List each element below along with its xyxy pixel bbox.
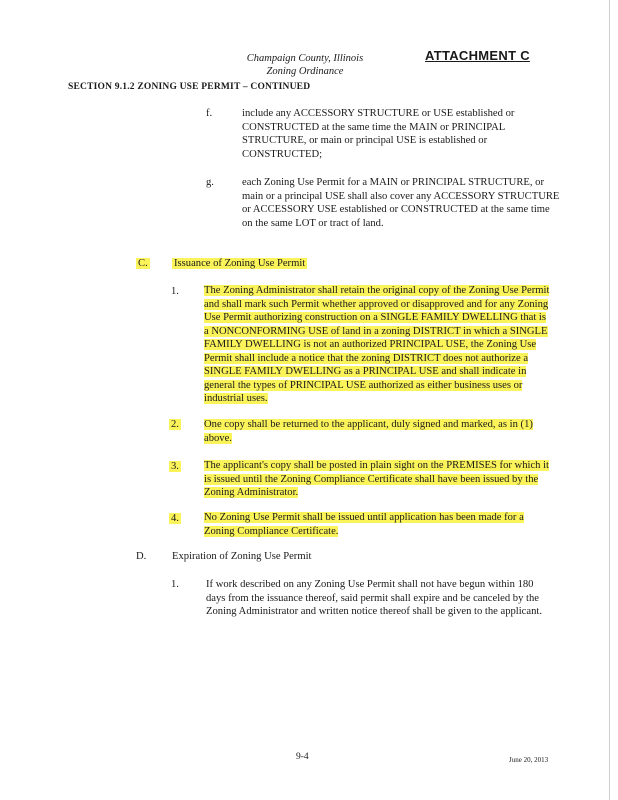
c-item-1-marker: 1.: [171, 286, 179, 297]
section-c-marker-text: C.: [138, 258, 148, 269]
section-d-marker: D.: [136, 551, 147, 562]
c-item-2-marker: [169, 418, 181, 432]
section-heading: SECTION 9.1.2 ZONING USE PERMIT – CONTINUED: [68, 82, 311, 92]
c-item-4-body: No Zoning Use Permit shall be issued until application has been made for a Zoning Compliance Certificate.: [204, 512, 524, 537]
c-item-4-marker: [169, 512, 181, 526]
c-item-3-body: The applicant's copy shall be posted in plain sight on the PREMISES for which it is issued until the Zoning Compliance Certificate shall have been issued by the Zoning Administrator.: [204, 460, 549, 498]
c-item-2-body: One copy shall be returned to the applicant, duly signed and marked, as in (1) above.: [204, 419, 533, 444]
section-c-heading-text: Issuance of Zoning Use Permit: [174, 258, 306, 269]
d-item-1-text: If work described on any Zoning Use Permit shall not have begun within 180 days from the issuance thereof, said permit shall expire and be canceled by the Zoning Administrator and written notice thereof shall be given to the applicant.: [206, 579, 542, 617]
c-item-1-body: The Zoning Administrator shall retain the original copy of the Zoning Use Permit and shall mark such Permit whether approved or disapproved and for any Zoning Use Permit authorizing construction on a SINGLE FAMILY DWELLING that is a NONCONFORMING USE of land in a zoning DISTRICT in which a SINGLE FAMILY DWELLING is not an authorized PRINCIPAL USE, the Zoning Use Permit shall include a notice that the zoning DISTRICT does not authorize a SINGLE FAMILY DWELLING as a PRINCIPAL USE and shall indicate in general the types of PRINCIPAL USE authorized as either business uses or industrial uses.: [204, 285, 550, 404]
item-f-text: include any ACCESSORY STRUCTURE or USE established or CONSTRUCTED at the same time the MAIN or PRINCIPAL STRUCTURE, or main or principal USE is established or CONSTRUCTED;: [242, 108, 515, 160]
c-item-1-text: [204, 284, 550, 406]
attachment-label: ATTACHMENT C: [425, 48, 530, 63]
scan-edge-line: [609, 0, 610, 800]
c-item-3-text: [204, 459, 550, 500]
header-title: [200, 52, 410, 78]
d-item-1-marker: 1.: [171, 579, 179, 590]
c-item-4-marker-text: 4.: [171, 513, 179, 524]
c-item-4-text: [204, 511, 550, 538]
c-item-2-marker-text: 2.: [171, 419, 179, 430]
item-g-marker: g.: [206, 177, 214, 188]
section-d-heading: Expiration of Zoning Use Permit: [172, 551, 312, 562]
item-f-marker: f.: [206, 108, 213, 119]
c-item-3-marker-text: 3.: [171, 461, 179, 472]
c-item-2-text: [204, 418, 550, 445]
section-c-heading: [172, 257, 307, 271]
revision-date: June 20, 2013: [509, 756, 549, 764]
item-g-text: each Zoning Use Permit for a MAIN or PRINCIPAL STRUCTURE, or main or a principal USE shall also cover any ACCESSORY STRUCTURE or ACCESSORY USE established or CONSTRUCTED at the same time on the same LOT or tract of land.: [242, 177, 560, 229]
page-number: 9-4: [296, 752, 309, 762]
c-item-3-marker: [169, 460, 181, 474]
section-c-marker: [136, 257, 150, 271]
header-ordinance: Zoning Ordinance: [266, 66, 344, 77]
header-county: Champaign County, Illinois: [246, 53, 364, 64]
